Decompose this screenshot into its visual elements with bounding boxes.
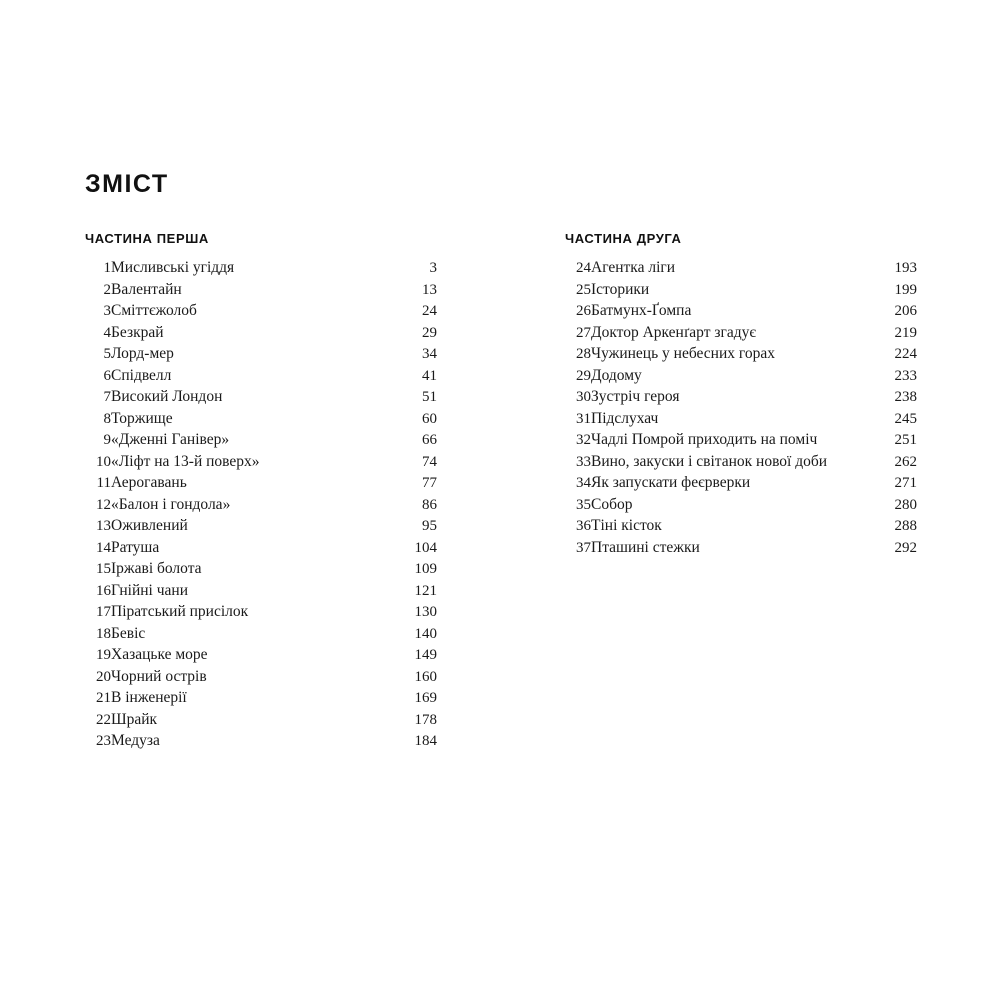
entry-title: Високий Лондон xyxy=(111,388,223,405)
toc-entry[interactable] xyxy=(565,368,917,390)
entry-page: 262 xyxy=(894,453,917,470)
entry-number: 26 xyxy=(576,303,591,319)
entry-number: 28 xyxy=(576,346,591,362)
entry-page: 121 xyxy=(414,582,437,599)
entry-number: 9 xyxy=(103,432,111,448)
toc-entry[interactable] xyxy=(85,733,437,755)
entry-number: 36 xyxy=(576,518,591,534)
entry-title: Пташині стежки xyxy=(591,538,700,556)
entry-title: Чадлі Помрой приходить на поміч xyxy=(591,431,818,448)
entry-page: 199 xyxy=(894,281,917,298)
toc-entry[interactable] xyxy=(85,712,437,734)
entry-title: Оживлений xyxy=(111,517,188,534)
entry-page: 280 xyxy=(894,496,917,513)
toc-column-part-one xyxy=(85,231,437,755)
entry-page: 193 xyxy=(894,260,917,276)
entry-title: Як запускати феєрверки xyxy=(591,474,751,491)
entry-number: 34 xyxy=(576,475,591,491)
entry-number: 14 xyxy=(96,539,111,556)
entry-title: Агентка ліги xyxy=(591,259,676,276)
toc-entry[interactable] xyxy=(565,475,917,497)
entry-number: 12 xyxy=(96,496,111,513)
toc-entry[interactable] xyxy=(85,561,437,583)
entry-number: 32 xyxy=(576,432,591,448)
entry-page: 160 xyxy=(414,668,437,685)
toc-entry[interactable] xyxy=(85,497,437,519)
toc-entry[interactable] xyxy=(85,647,437,669)
toc-entry[interactable] xyxy=(565,411,917,433)
toc-entry[interactable] xyxy=(85,475,437,497)
entry-title: Хазацьке море xyxy=(111,646,208,663)
toc-entry[interactable] xyxy=(565,518,917,540)
entry-number: 5 xyxy=(103,346,111,362)
entry-page: 77 xyxy=(422,475,437,491)
entry-title: Спідвелл xyxy=(111,366,172,384)
entry-page: 238 xyxy=(894,389,917,405)
entry-title: Мисливські угіддя xyxy=(111,259,235,276)
entry-title: Підслухач xyxy=(591,409,659,427)
entry-page: 251 xyxy=(894,432,917,448)
toc-entry[interactable] xyxy=(565,454,917,476)
entry-title: Ратуша xyxy=(111,538,160,556)
entry-page: 206 xyxy=(894,303,917,319)
toc-entry[interactable] xyxy=(85,583,437,605)
entry-number: 37 xyxy=(576,539,591,556)
entry-page: 149 xyxy=(414,647,437,663)
entry-page: 130 xyxy=(414,604,437,620)
entry-title: Додому xyxy=(591,366,642,384)
entry-number: 29 xyxy=(576,367,591,384)
toc-entry[interactable] xyxy=(565,389,917,411)
toc-entry[interactable] xyxy=(85,346,437,368)
entry-title: Чужинець у небесних горах xyxy=(591,345,775,362)
entry-number: 3 xyxy=(103,303,111,319)
toc-entry[interactable] xyxy=(565,282,917,304)
entry-title: «Ліфт на 13-й поверх» xyxy=(111,452,260,470)
entry-title: Безкрай xyxy=(111,323,164,341)
entry-title: Піратський присілок xyxy=(111,603,249,620)
entry-page: 34 xyxy=(422,346,437,362)
toc-entry[interactable] xyxy=(85,368,437,390)
part-heading-two: ЧАСТИНА ДРУГА xyxy=(565,231,682,246)
entry-page: 271 xyxy=(894,475,917,491)
entry-title: Торжище xyxy=(111,409,173,427)
entry-title: В інженерії xyxy=(111,689,187,706)
toc-column-part-two xyxy=(565,231,917,561)
entry-page: 29 xyxy=(422,324,437,341)
entry-page: 288 xyxy=(894,518,917,534)
entry-number: 18 xyxy=(96,625,111,642)
toc-entry[interactable] xyxy=(85,389,437,411)
entry-title: Іржаві болота xyxy=(111,560,202,577)
toc-entry[interactable] xyxy=(85,604,437,626)
toc-entry[interactable] xyxy=(85,303,437,325)
entry-page: 178 xyxy=(414,711,437,728)
entry-title: Історики xyxy=(591,280,650,298)
entry-title: Валентайн xyxy=(111,280,182,298)
entry-number: 24 xyxy=(576,260,591,276)
entry-title: Тіні кісток xyxy=(591,517,662,534)
toc-entry[interactable] xyxy=(85,454,437,476)
entry-page: 104 xyxy=(414,539,437,556)
entry-page: 3 xyxy=(429,260,437,276)
entry-number: 25 xyxy=(576,281,591,298)
entry-page: 24 xyxy=(422,303,437,319)
toc-entry[interactable] xyxy=(85,260,437,282)
entry-page: 184 xyxy=(414,733,437,749)
entry-number: 21 xyxy=(96,690,111,706)
toc-entry[interactable] xyxy=(565,325,917,347)
toc-list-part-one xyxy=(85,260,437,755)
entry-number: 7 xyxy=(103,389,111,405)
toc-entry[interactable] xyxy=(85,690,437,712)
entry-number: 17 xyxy=(96,604,111,620)
entry-number: 4 xyxy=(103,324,111,341)
toc-entry[interactable] xyxy=(565,346,917,368)
toc-entry[interactable] xyxy=(85,540,437,562)
entry-number: 31 xyxy=(576,410,591,427)
entry-number: 15 xyxy=(96,561,111,577)
entry-number: 2 xyxy=(103,281,111,298)
entry-title: Доктор Аркенґарт згадує xyxy=(591,323,757,341)
entry-title: Зустріч героя xyxy=(591,388,680,405)
entry-page: 109 xyxy=(414,561,437,577)
entry-number: 11 xyxy=(96,475,111,491)
entry-number: 30 xyxy=(576,389,591,405)
entry-title: Чорний острів xyxy=(111,667,207,685)
entry-number: 22 xyxy=(96,711,111,728)
entry-title: Шрайк xyxy=(111,710,158,728)
toc-entry[interactable] xyxy=(85,325,437,347)
entry-number: 20 xyxy=(96,668,111,685)
entry-page: 74 xyxy=(422,453,437,470)
toc-entry[interactable] xyxy=(85,282,437,304)
entry-title: Аерогавань xyxy=(111,474,187,491)
entry-page: 13 xyxy=(422,281,437,298)
entry-page: 95 xyxy=(422,518,437,534)
entry-page: 140 xyxy=(414,625,437,642)
entry-title: Гнійні чани xyxy=(111,581,189,599)
entry-title: Собор xyxy=(591,495,633,513)
entry-page: 51 xyxy=(422,389,437,405)
entry-title: «Балон і гондола» xyxy=(111,495,231,513)
entry-number: 35 xyxy=(576,496,591,513)
toc-entry[interactable] xyxy=(565,432,917,454)
entry-number: 23 xyxy=(96,733,111,749)
entry-number: 1 xyxy=(103,260,111,276)
entry-page: 169 xyxy=(414,690,437,706)
entry-number: 6 xyxy=(103,367,111,384)
entry-title: Бевіс xyxy=(111,624,146,642)
toc-entry[interactable] xyxy=(85,669,437,691)
entry-page: 233 xyxy=(894,367,917,384)
entry-title: Сміттєжолоб xyxy=(111,302,197,319)
entry-title: Вино, закуски і світанок нової доби xyxy=(591,452,828,470)
entry-page: 224 xyxy=(894,346,917,362)
part-heading-one: ЧАСТИНА ПЕРША xyxy=(85,231,209,246)
toc-entry[interactable] xyxy=(85,518,437,540)
entry-number: 13 xyxy=(96,518,111,534)
entry-title: «Дженні Ганівер» xyxy=(111,431,230,448)
page-title: ЗМІСТ xyxy=(85,170,169,198)
entry-page: 60 xyxy=(422,410,437,427)
entry-page: 66 xyxy=(422,432,437,448)
entry-title: Лорд-мер xyxy=(111,345,174,362)
entry-number: 10 xyxy=(96,453,111,470)
entry-page: 41 xyxy=(422,367,437,384)
entry-number: 16 xyxy=(96,582,111,599)
entry-title: Батмунх-Ґомпа xyxy=(591,302,692,319)
entry-page: 245 xyxy=(894,410,917,427)
entry-number: 8 xyxy=(103,410,111,427)
entry-number: 27 xyxy=(576,324,591,341)
toc-entry[interactable] xyxy=(565,260,917,282)
toc-entry[interactable] xyxy=(85,432,437,454)
toc-entry[interactable] xyxy=(565,303,917,325)
toc-list-part-two xyxy=(565,260,917,561)
entry-page: 219 xyxy=(894,324,917,341)
toc-columns xyxy=(85,231,930,755)
toc-entry[interactable] xyxy=(85,626,437,648)
toc-entry[interactable] xyxy=(565,497,917,519)
entry-page: 86 xyxy=(422,496,437,513)
entry-number: 33 xyxy=(576,453,591,470)
toc-entry[interactable] xyxy=(565,540,917,562)
toc-entry[interactable] xyxy=(85,411,437,433)
entry-page: 292 xyxy=(894,539,917,556)
entry-title: Медуза xyxy=(111,732,160,749)
entry-number: 19 xyxy=(96,647,111,663)
